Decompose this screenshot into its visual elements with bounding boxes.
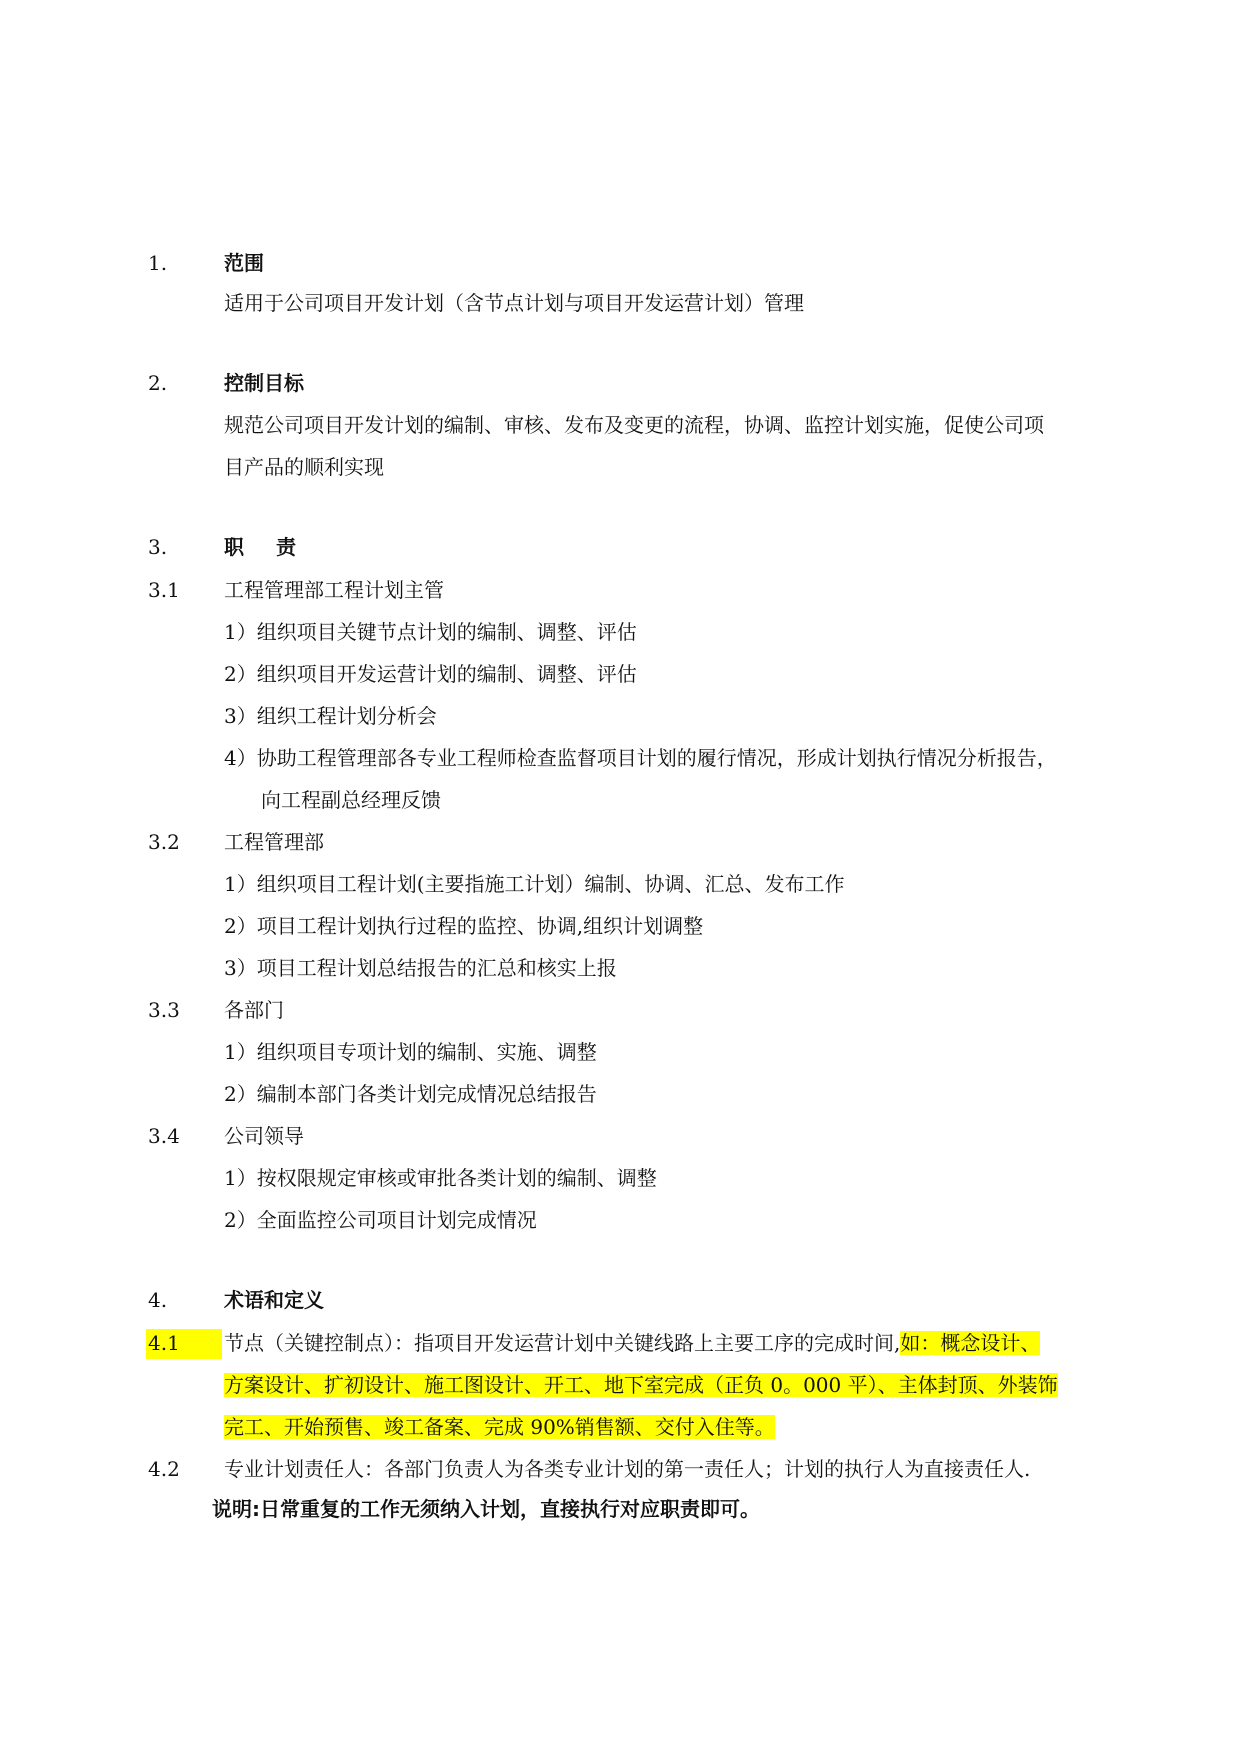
definition-number: 4.1 bbox=[148, 1331, 180, 1355]
section-title: 术语和定义 bbox=[224, 1288, 324, 1312]
subsection-number: 3.4 bbox=[148, 1124, 180, 1148]
section-number: 1. bbox=[148, 251, 168, 275]
section-title: 控制目标 bbox=[224, 371, 304, 395]
definition-text: 专业计划责任人：各部门负责人为各类专业计划的第一责任人；计划的执行人为直接责任人. bbox=[224, 1457, 1031, 1481]
highlighted-text: 完工、开始预售、竣工备案、完成 90%销售额、交付入住等。 bbox=[224, 1415, 775, 1439]
section-title: 范围 bbox=[224, 251, 264, 275]
definition-text: 节点（关键控制点）：指项目开发运营计划中关键线路上主要工序的完成时间,如：概念设计、 bbox=[224, 1331, 1041, 1355]
paragraph: 适用于公司项目开发计划（含节点计划与项目开发运营计划）管理 bbox=[224, 291, 804, 315]
subsection-title: 各部门 bbox=[224, 998, 284, 1022]
section-number: 2. bbox=[148, 371, 168, 395]
section-number: 4. bbox=[148, 1288, 168, 1312]
subsection-number: 3.3 bbox=[148, 998, 180, 1022]
section-number: 3. bbox=[148, 535, 168, 559]
highlighted-text: 方案设计、扩初设计、施工图设计、开工、地下室完成（正负 0。000 平）、主体封顶、外装饰 bbox=[224, 1373, 1058, 1397]
paragraph: 目产品的顺利实现 bbox=[224, 455, 384, 479]
subsection-title: 工程管理部 bbox=[224, 830, 324, 854]
highlighted-text: 如：概念设计、 bbox=[900, 1331, 1041, 1355]
note-text: 说明:日常重复的工作无须纳入计划，直接执行对应职责即可。 bbox=[212, 1497, 760, 1521]
subsection-number: 3.1 bbox=[148, 578, 180, 602]
subsection-title: 工程管理部工程计划主管 bbox=[224, 578, 444, 602]
section-title: 职责 bbox=[224, 535, 296, 559]
subsection-number: 3.2 bbox=[148, 830, 180, 854]
subsection-title: 公司领导 bbox=[224, 1124, 304, 1148]
definition-number: 4.2 bbox=[148, 1457, 180, 1481]
paragraph: 规范公司项目开发计划的编制、审核、发布及变更的流程，协调、监控计划实施，促使公司项 bbox=[224, 413, 1044, 437]
